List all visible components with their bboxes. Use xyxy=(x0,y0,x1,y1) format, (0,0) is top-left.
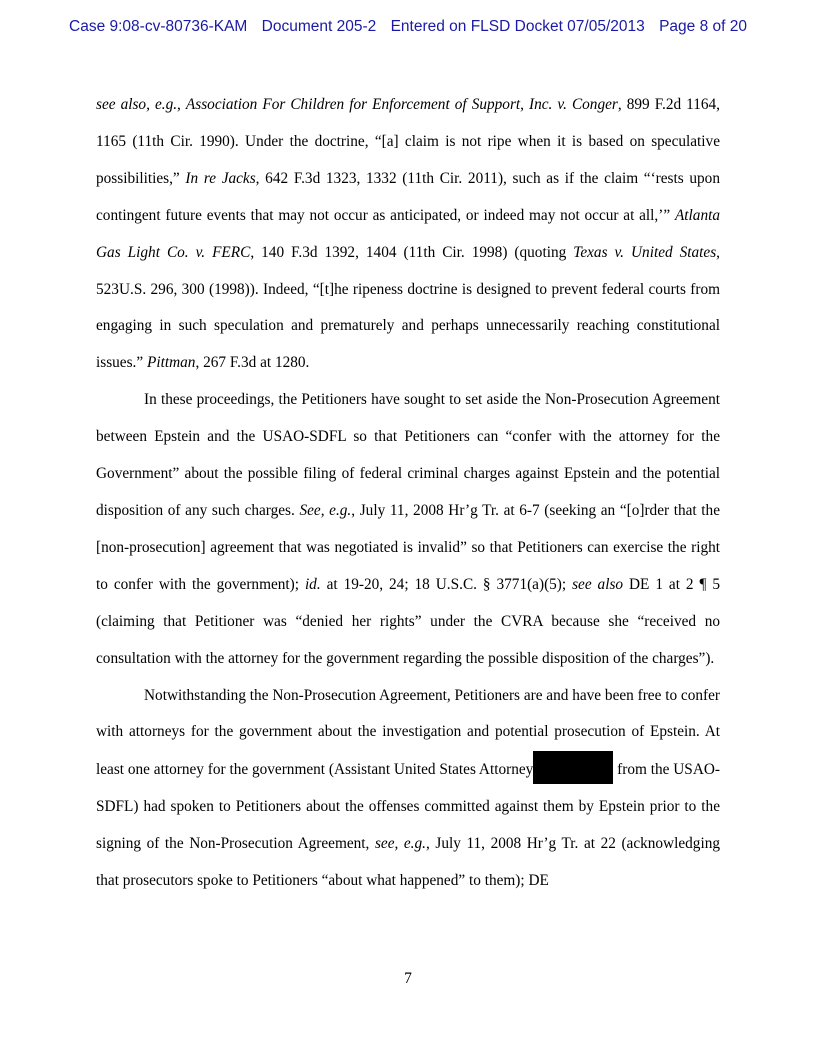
text-run: Notwithstanding the Non-Prosecution Agreement, Petitioners are and have been free to confer with attorneys for the government about the investigation and potential prosecution of Epstein. At least one attorney for the government (Assistant United States Attorney xyxy=(96,686,721,779)
case-name: Pittman xyxy=(147,354,196,372)
text-run: , 140 F.3d 1392, 1404 (11th Cir. 1998) (quoting xyxy=(250,243,574,261)
case-name: Atlanta Gas Light Co. v. FERC xyxy=(96,206,720,261)
text-run: , July 11, 2008 Hr’g Tr. at 6-7 (seeking an “[o]rder that the [non-prosecution] agreement that was negotiated is invalid” so that Petitioners can exercise the right to confer with the government); xyxy=(96,501,720,593)
case-name: In re Jacks xyxy=(185,169,256,187)
redaction-block xyxy=(533,751,613,784)
text-run: 523U.S. 296, 300 (1998)). Indeed, “[t]he ripeness doctrine is designed to prevent federal courts from engaging in such speculation and prematurely and perhaps unnecessarily reaching constitutional issues.” xyxy=(96,280,720,372)
document-body xyxy=(96,87,720,900)
citation-signal: see, e.g. xyxy=(374,835,426,853)
docket-entry-date: Entered on FLSD Docket 07/05/2013 xyxy=(390,18,645,35)
case-number: Case 9:08-cv-80736-KAM xyxy=(69,18,248,35)
text-run: , 267 F.3d at 1280. xyxy=(195,354,310,372)
page-of-total: Page 8 of 20 xyxy=(659,18,747,35)
citation-signal: id. xyxy=(304,575,321,593)
text-run: DE 1 at 2 ¶ 5 (claiming that Petitioner was “denied her rights” under the CVRA because she “received no consultation with the attorney for the government regarding the possible disposition of the charges”). xyxy=(96,575,720,667)
citation-signal: See, e.g. xyxy=(299,501,352,519)
text-run: , 642 F.3d 1323, 1332 (11th Cir. 2011), such as if the claim “‘rests upon contingent future events that may not occur as anticipated, or indeed may not occur at all,’” xyxy=(96,169,720,224)
text-run: In these proceedings, the Petitioners have sought to set aside the Non-Prosecution Agreement between Epstein and the USAO-SDFL so that Petitioners can “confer with the attorney for the Government” about the possible filing of federal criminal charges against Epstein and the potential disposition of any such charges. xyxy=(96,391,720,519)
citation-signal: see also, e.g. xyxy=(96,96,178,113)
docket-header-stamp xyxy=(0,18,816,36)
paragraph-2 xyxy=(96,382,720,677)
case-name: Association For Children for Enforcement of Support, Inc. v. Conger xyxy=(185,96,618,113)
text-run: , July 11, 2008 Hr’g Tr. at 22 (acknowledging that prosecutors spoke to Petitioners “about what happened” to them); DE xyxy=(96,835,720,890)
paragraph-3 xyxy=(96,678,720,900)
text-run: , xyxy=(177,96,186,113)
paragraph-1 xyxy=(96,87,720,382)
page-number: 7 xyxy=(404,970,412,987)
text-run: , 899 F.2d 1164, 1165 (11th Cir. 1990). Under the doctrine, “[a] claim is not ripe when it is based on speculative possibilities,” xyxy=(96,96,721,187)
document-number: Document 205-2 xyxy=(261,18,377,35)
citation-signal: see also xyxy=(572,575,624,593)
case-name: Texas v. United States, xyxy=(573,243,720,261)
text-run: at 19-20, 24; 18 U.S.C. § 3771(a)(5); xyxy=(320,575,573,593)
text-run: from the USAO-SDFL) had spoken to Petitioners about the offenses committed against them by Epstein prior to the signing of the Non-Prosecution Agreement, xyxy=(96,761,721,853)
